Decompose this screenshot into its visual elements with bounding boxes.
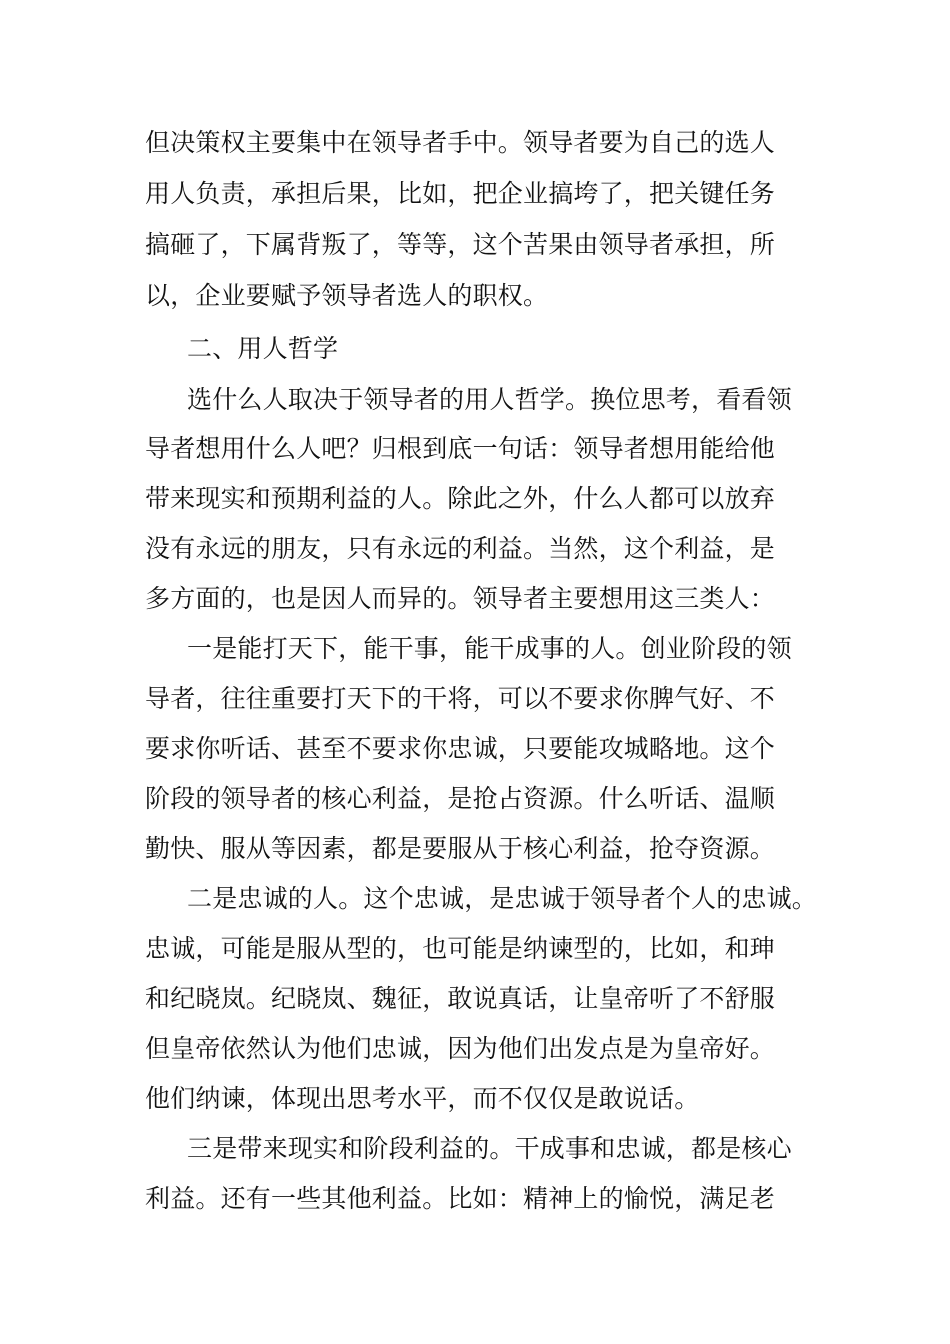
text-line: 搞砸了，下属背叛了，等等，这个苦果由领导者承担，所 <box>145 230 776 259</box>
text-line: 和纪晓岚。纪晓岚、魏征，敢说真话，让皇帝听了不舒服 <box>145 984 776 1013</box>
text-line: 二是忠诚的人。这个忠诚，是忠诚于领导者个人的忠诚。 <box>187 884 818 913</box>
text-line: 阶段的领导者的核心利益，是抢占资源。什么听话、温顺 <box>145 784 776 813</box>
text-line: 三是带来现实和阶段利益的。干成事和忠诚，都是核心 <box>187 1134 792 1163</box>
text-line: 导者想用什么人吧？归根到底一句话：领导者想用能给他 <box>145 434 776 463</box>
text-line: 要求你听话、甚至不要求你忠诚，只要能攻城略地。这个 <box>145 734 776 763</box>
text-line: 选什么人取决于领导者的用人哲学。换位思考，看看领 <box>187 385 792 414</box>
text-line: 用人负责，承担后果，比如，把企业搞垮了，把关键任务 <box>145 179 776 208</box>
section-heading: 二、用人哲学 <box>187 334 339 363</box>
text-line: 忠诚，可能是服从型的，也可能是纳谏型的，比如，和珅 <box>145 934 776 963</box>
text-line: 导者，往往重要打天下的干将，可以不要求你脾气好、不 <box>145 684 776 713</box>
text-line: 多方面的，也是因人而异的。领导者主要想用这三类人： <box>145 584 776 613</box>
text-line: 一是能打天下，能干事，能干成事的人。创业阶段的领 <box>187 634 792 663</box>
text-line: 但决策权主要集中在领导者手中。领导者要为自己的选人 <box>145 128 776 157</box>
text-line: 勤快、服从等因素，都是要服从于核心利益，抢夺资源。 <box>145 834 776 863</box>
text-line: 带来现实和预期利益的人。除此之外，什么人都可以放弃 <box>145 484 776 513</box>
text-line: 但皇帝依然认为他们忠诚，因为他们出发点是为皇帝好。 <box>145 1034 776 1063</box>
text-line: 他们纳谏，体现出思考水平，而不仅仅是敢说话。 <box>145 1084 700 1113</box>
text-line: 以，企业要赋予领导者选人的职权。 <box>145 281 549 310</box>
text-line: 没有永远的朋友，只有永远的利益。当然，这个利益，是 <box>145 534 776 563</box>
text-line: 利益。还有一些其他利益。比如：精神上的愉悦，满足老 <box>145 1184 776 1213</box>
